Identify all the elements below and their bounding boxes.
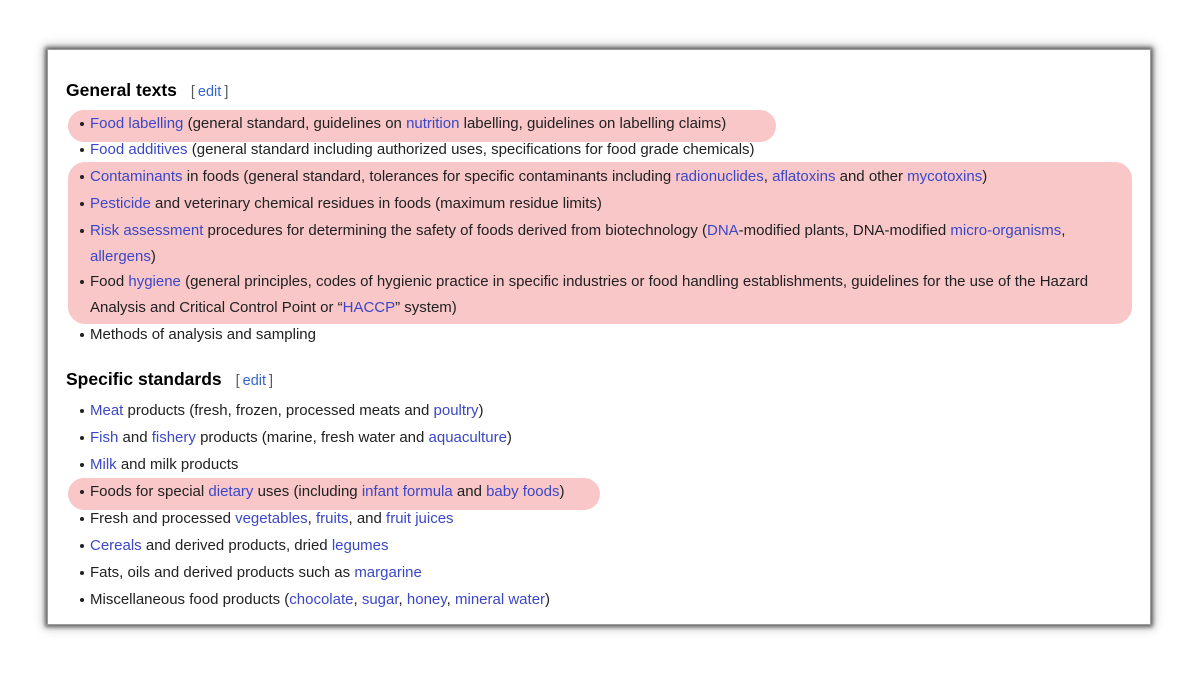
list-item: [90, 164, 987, 190]
list-item: [90, 111, 726, 137]
link-food-additives[interactable]: Food additives: [90, 141, 188, 158]
edit-link[interactable]: edit: [197, 84, 222, 100]
text: ,: [398, 591, 407, 608]
text: ): [559, 483, 565, 500]
link-dietary[interactable]: dietary: [208, 483, 254, 500]
list-item: [90, 218, 1130, 269]
link-micro-organisms[interactable]: micro-organisms: [950, 222, 1062, 239]
text: Food: [90, 273, 129, 290]
edit-link-wrapper: [ edit ]: [235, 373, 274, 389]
link-honey[interactable]: honey: [406, 591, 447, 608]
link-poultry[interactable]: poultry: [433, 402, 479, 419]
list-item: [90, 398, 484, 424]
text: Fats, oils and derived products such as: [90, 564, 355, 581]
link-legumes[interactable]: legumes: [331, 537, 389, 554]
list-item: [90, 506, 454, 532]
section-heading-specific-standards: [66, 369, 273, 390]
text: ,: [446, 591, 455, 608]
text: Miscellaneous food products (: [90, 591, 290, 608]
link-radionuclides[interactable]: radionuclides: [675, 168, 764, 185]
list-item: [90, 269, 1130, 320]
text: (general standard, guidelines on: [183, 115, 407, 132]
list-item: [90, 191, 602, 217]
link-fruits[interactable]: fruits: [315, 510, 349, 527]
link-dna[interactable]: DNA: [706, 222, 739, 239]
text: (general standard including authorized uses, specifications for food grade chemicals): [187, 141, 755, 158]
text: and: [118, 429, 152, 446]
text: and veterinary chemical residues in foods (maximum residue limits): [150, 195, 602, 212]
text: ): [545, 591, 551, 608]
text: ): [150, 247, 156, 265]
text: -modified plants, DNA-modified: [738, 222, 951, 239]
link-aquaculture[interactable]: aquaculture: [428, 429, 507, 446]
article-panel: [47, 49, 1151, 625]
link-risk-assessment[interactable]: Risk assessment: [90, 222, 204, 239]
text: ): [982, 168, 988, 185]
link-meat[interactable]: Meat: [90, 402, 124, 419]
text: ,: [1061, 222, 1066, 239]
text: (general principles, codes of hygienic practice in specific industries or food handling establishments, guidelines for the use of the Hazard Analysis and Critical Control Point or “: [90, 273, 1089, 316]
text: products (fresh, frozen, processed meats and: [123, 402, 434, 419]
link-contaminants[interactable]: Contaminants: [90, 168, 183, 185]
link-vegetables[interactable]: vegetables: [235, 510, 308, 527]
text: products (marine, fresh water and: [195, 429, 429, 446]
text: in foods (general standard, tolerances for specific contaminants including: [182, 168, 676, 185]
link-mineral-water[interactable]: mineral water: [455, 591, 546, 608]
text: ): [506, 429, 512, 446]
text: ,: [763, 168, 773, 185]
text: , and: [348, 510, 387, 527]
link-pesticide[interactable]: Pesticide: [90, 195, 151, 212]
text: and derived products, dried: [141, 537, 332, 554]
list-item: [90, 322, 316, 348]
list-item: [90, 137, 755, 163]
text: ): [478, 402, 484, 419]
text: Methods of analysis and sampling: [90, 326, 316, 343]
link-sugar[interactable]: sugar: [361, 591, 399, 608]
text: uses (including: [253, 483, 362, 500]
list-item: [90, 452, 238, 478]
link-hygiene[interactable]: hygiene: [128, 273, 181, 290]
heading-text: General texts: [66, 80, 177, 100]
link-haccp[interactable]: HACCP: [342, 298, 396, 316]
list-item: [90, 560, 422, 586]
text: and: [452, 483, 487, 500]
text: and milk products: [116, 456, 239, 473]
text: ,: [307, 510, 316, 527]
text: ,: [353, 591, 362, 608]
link-chocolate[interactable]: chocolate: [289, 591, 354, 608]
section-heading-general-texts: [66, 80, 228, 101]
edit-link[interactable]: edit: [242, 373, 267, 389]
link-fishery[interactable]: fishery: [151, 429, 196, 446]
list-item: [90, 425, 512, 451]
link-fruit-juices[interactable]: fruit juices: [386, 510, 454, 527]
link-infant-formula[interactable]: infant formula: [361, 483, 453, 500]
link-cereals[interactable]: Cereals: [90, 537, 142, 554]
heading-text: Specific standards: [66, 369, 222, 389]
link-baby-foods[interactable]: baby foods: [486, 483, 560, 500]
text: labelling, guidelines on labelling claims): [459, 115, 727, 132]
link-aflatoxins[interactable]: aflatoxins: [772, 168, 836, 185]
text: ” system): [395, 298, 457, 316]
link-margarine[interactable]: margarine: [354, 564, 422, 581]
text: and other: [835, 168, 908, 185]
edit-link-wrapper: [ edit ]: [190, 84, 229, 100]
list-item: [90, 587, 550, 613]
list-item: [90, 533, 389, 559]
list-item: [90, 479, 564, 505]
text: Fresh and processed: [90, 510, 236, 527]
link-mycotoxins[interactable]: mycotoxins: [907, 168, 983, 185]
link-food-labelling[interactable]: Food labelling: [90, 115, 184, 132]
link-milk[interactable]: Milk: [90, 456, 117, 473]
link-fish[interactable]: Fish: [90, 429, 119, 446]
link-allergens[interactable]: allergens: [90, 247, 151, 265]
text: procedures for determining the safety of foods derived from biotechnology (: [203, 222, 707, 239]
text: Foods for special: [90, 483, 209, 500]
link-nutrition[interactable]: nutrition: [406, 115, 460, 132]
